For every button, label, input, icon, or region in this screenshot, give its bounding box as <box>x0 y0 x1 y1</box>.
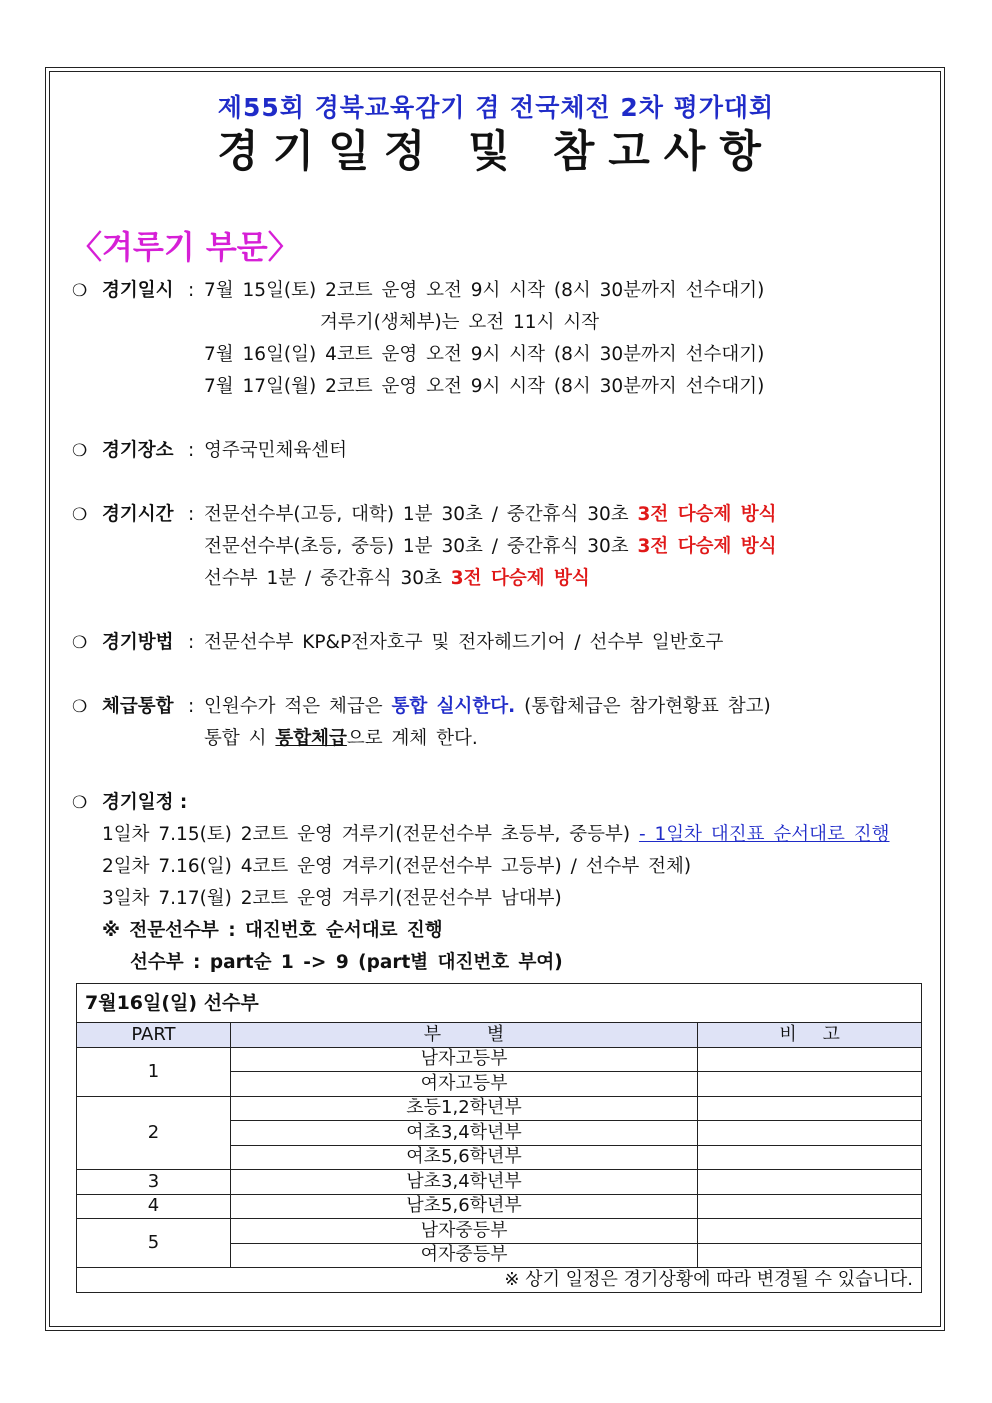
table-header-row <box>77 1023 922 1048</box>
division-cell: 초등1,2학년부 <box>230 1096 697 1121</box>
division-cell: 여자고등부 <box>230 1072 697 1097</box>
part-cell: 4 <box>77 1194 231 1219</box>
table-row <box>77 1047 922 1072</box>
bullet-icon: ❍ <box>72 441 88 461</box>
match-format-highlight: 3전 다승제 방식 <box>637 536 777 557</box>
header-remarks: 비 고 <box>698 1023 922 1048</box>
remarks-cell <box>698 1145 922 1170</box>
division-cell: 여자중등부 <box>230 1243 697 1268</box>
weight-merge-line <box>204 695 771 719</box>
bullet-icon: ❍ <box>72 793 88 813</box>
venue-value: 영주국민체육센터 <box>204 440 347 461</box>
plan-note: 선수부 : part순 1 -> 9 (part별 대진번호 부여) <box>130 952 563 973</box>
match-time-text: 선수부 1분 / 중간휴식 30초 <box>204 568 442 589</box>
remarks-cell <box>698 1072 922 1097</box>
schedule-line: 7월 17일(월) 2코트 운영 오전 9시 시작 (8시 30분까지 선수대기) <box>204 376 765 397</box>
division-cell: 여초5,6학년부 <box>230 1145 697 1170</box>
weight-merge-note: (통합체급은 참가현황표 참고) <box>524 696 771 717</box>
plan-label: 경기일정 : <box>102 792 188 813</box>
match-time-text: 전문선수부(고등, 대학) 1분 30초 / 중간휴식 30초 <box>204 504 629 525</box>
match-time-text: 전문선수부(초등, 중등) 1분 30초 / 중간휴식 30초 <box>204 536 629 557</box>
table-row <box>77 1194 922 1219</box>
remarks-cell <box>698 1047 922 1072</box>
document-title: 경기일정 및 참고사항 <box>217 127 775 177</box>
table-row <box>77 1219 922 1244</box>
event-title: 제55회 경북교육감기 겸 전국체전 2차 평가대회 <box>217 93 775 122</box>
division-cell: 남초3,4학년부 <box>230 1170 697 1195</box>
match-time-line <box>204 567 590 591</box>
weight-merge-text: 인원수가 적은 체급은 <box>204 696 383 717</box>
weight-merge-text: 통합 시 <box>204 728 267 749</box>
method-value: 전문선수부 KP&P전자호구 및 전자헤드기어 / 선수부 일반호구 <box>204 632 724 653</box>
part-cell: 5 <box>77 1219 231 1268</box>
remarks-cell <box>698 1096 922 1121</box>
bullet-icon: ❍ <box>72 633 88 653</box>
match-format-highlight: 3전 다승제 방식 <box>637 504 777 525</box>
plan-day-text: 1일차 7.15(토) 2코트 운영 겨루기(전문선수부 초등부, 중등부) <box>102 824 631 845</box>
weight-merge-emphasis: 통합 실시한다. <box>391 696 516 717</box>
division-cell: 남자고등부 <box>230 1047 697 1072</box>
bullet-icon: ❍ <box>72 697 88 717</box>
plan-day-line <box>102 823 890 847</box>
plan-day-line: 2일차 7.16(일) 4코트 운영 겨루기(전문선수부 고등부) / 선수부 전체) <box>102 856 692 877</box>
venue-label: 경기장소 <box>102 440 174 461</box>
match-format-highlight: 3전 다승제 방식 <box>450 568 590 589</box>
weight-merge-line <box>204 727 478 751</box>
remarks-cell <box>698 1219 922 1244</box>
separator: : <box>188 440 195 461</box>
header-part: PART <box>77 1023 231 1048</box>
remarks-cell <box>698 1243 922 1268</box>
separator: : <box>188 696 195 717</box>
remarks-cell <box>698 1194 922 1219</box>
remarks-cell <box>698 1170 922 1195</box>
schedule-label: 경기일시 <box>102 280 174 301</box>
table-footnote-row <box>77 1268 922 1293</box>
schedule-line: 7월 16일(일) 4코트 운영 오전 9시 시작 (8시 30분까지 선수대기) <box>204 344 765 365</box>
division-cell: 여초3,4학년부 <box>230 1121 697 1146</box>
plan-note: ※ 전문선수부 : 대진번호 순서대로 진행 <box>102 920 443 941</box>
header-division: 부 별 <box>230 1023 697 1048</box>
match-time-label: 경기시간 <box>102 504 174 525</box>
part-cell: 2 <box>77 1096 231 1170</box>
bullet-icon: ❍ <box>72 281 88 301</box>
bracket-order-link[interactable]: - 1일차 대진표 순서대로 진행 <box>638 824 890 845</box>
separator: : <box>188 280 195 301</box>
separator: : <box>188 632 195 653</box>
method-label: 경기방법 <box>102 632 174 653</box>
bullet-icon: ❍ <box>72 505 88 525</box>
schedule-line: 7월 15일(토) 2코트 운영 오전 9시 시작 (8시 30분까지 선수대기) <box>204 280 765 301</box>
match-time-line <box>204 535 777 559</box>
division-cell: 남자중등부 <box>230 1219 697 1244</box>
schedule-table <box>76 983 922 1293</box>
remarks-cell <box>698 1121 922 1146</box>
table-row <box>77 1170 922 1195</box>
weight-merge-label: 체급통합 <box>102 696 174 717</box>
division-cell: 남초5,6학년부 <box>230 1194 697 1219</box>
plan-day-line: 3일차 7.17(월) 2코트 운영 겨루기(전문선수부 남대부) <box>102 888 562 909</box>
part-cell: 3 <box>77 1170 231 1195</box>
weight-merge-text: 으로 계체 한다. <box>346 728 478 749</box>
match-time-line <box>204 503 777 527</box>
table-caption: 7월16일(일) 선수부 <box>77 984 922 1023</box>
separator: : <box>188 504 195 525</box>
weight-merge-emphasis: 통합체급 <box>275 728 347 749</box>
schedule-line: 겨루기(생체부)는 오전 11시 시작 <box>320 312 600 333</box>
table-row <box>77 1096 922 1121</box>
section-title: 〈겨루기 부문〉 <box>70 228 300 266</box>
part-cell: 1 <box>77 1047 231 1096</box>
table-footnote: ※ 상기 일정은 경기상황에 따라 변경될 수 있습니다. <box>77 1268 922 1293</box>
